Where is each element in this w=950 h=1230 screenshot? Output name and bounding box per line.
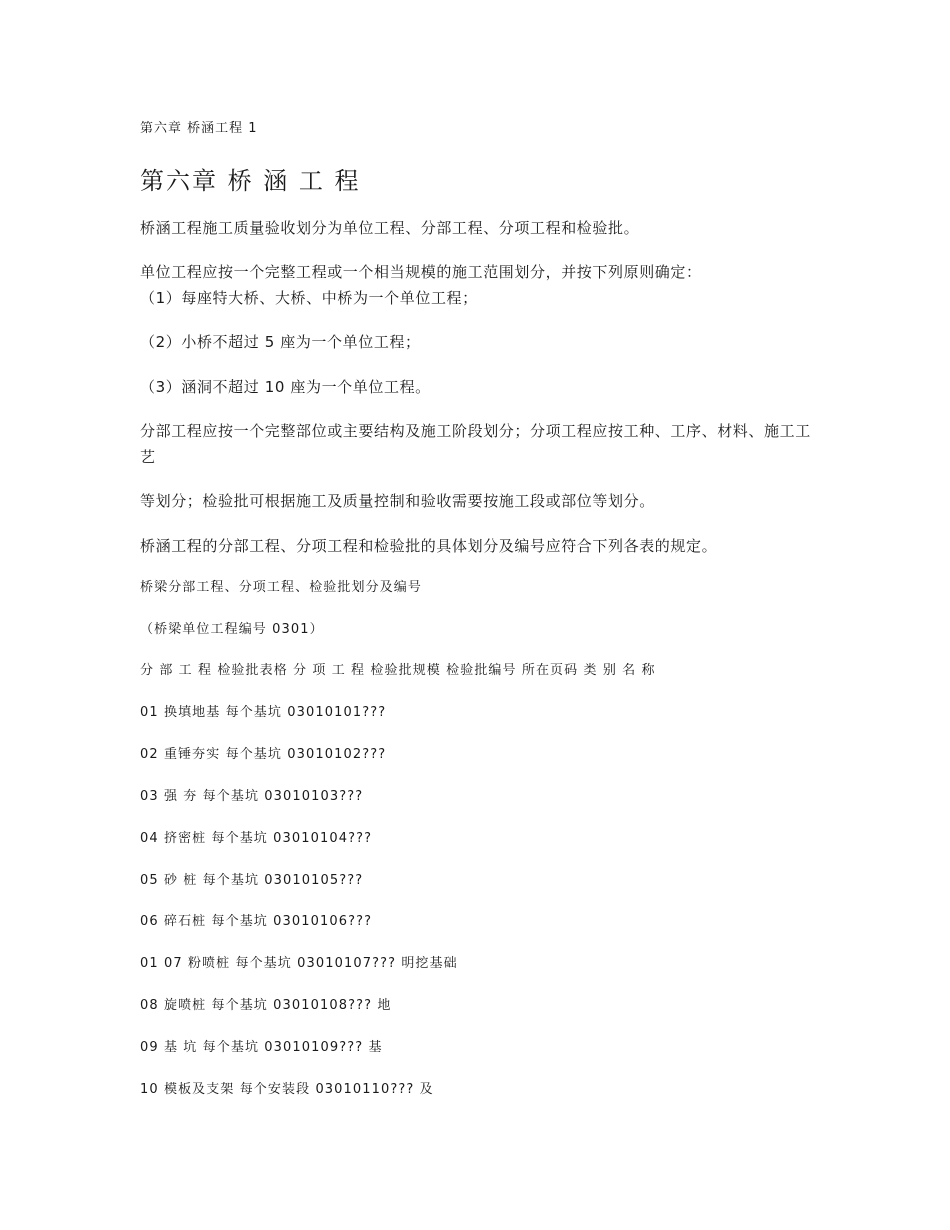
paragraph-rule-3: （3）涵洞不超过 10 座为一个单位工程。 — [140, 378, 431, 396]
chapter-title: 第六章 桥 涵 工 程 — [140, 167, 361, 195]
paragraph-inspection-lot: 等划分；检验批可根据施工及质量控制和验收需要按施工段或部位等划分。 — [140, 492, 655, 510]
table-row: 05 砂 桩 每个基坑 03010105??? — [140, 873, 364, 888]
paragraph-rule-1: （1）每座特大桥、大桥、中桥为一个单位工程； — [140, 289, 478, 307]
running-header: 第六章 桥涵工程 1 — [140, 121, 258, 136]
table-row: 08 旋喷桩 每个基坑 03010108??? 地 — [140, 998, 392, 1013]
table-row: 01 07 粉喷桩 每个基坑 03010107??? 明挖基础 — [140, 956, 458, 971]
paragraph-subdivision: 分部工程应按一个完整部位或主要结构及施工阶段划分；分项工程应按工种、工序、材料、施工工艺 — [140, 422, 811, 466]
table-row: 06 碎石桩 每个基坑 03010106??? — [140, 914, 373, 929]
table-header-row: 分 部 工 程 检验批表格 分 项 工 程 检验批规模 检验批编号 所在页码 类 别 名 称 — [140, 663, 656, 678]
table-row: 04 挤密桩 每个基坑 03010104??? — [140, 831, 373, 846]
table-row: 02 重锤夯实 每个基坑 03010102??? — [140, 747, 387, 762]
paragraph-division-intro: 桥涵工程施工质量验收划分为单位工程、分部工程、分项工程和检验批。 — [140, 219, 640, 237]
table-row: 03 强 夯 每个基坑 03010103??? — [140, 789, 364, 804]
table-subtitle: （桥梁单位工程编号 0301） — [140, 622, 324, 637]
table-title: 桥梁分部工程、分项工程、检验批划分及编号 — [140, 580, 423, 595]
table-row: 10 模板及支架 每个安装段 03010110??? 及 — [140, 1082, 434, 1097]
table-row: 01 换填地基 每个基坑 03010101??? — [140, 705, 387, 720]
paragraph-rule-2: （2）小桥不超过 5 座为一个单位工程； — [140, 333, 421, 351]
paragraph-table-reference: 桥涵工程的分部工程、分项工程和检验批的具体划分及编号应符合下列各表的规定。 — [140, 537, 718, 555]
table-row: 09 基 坑 每个基坑 03010109??? 基 — [140, 1040, 383, 1055]
paragraph-unit-rule: 单位工程应按一个完整工程或一个相当规模的施工范围划分，并按下列原则确定： — [140, 263, 702, 281]
